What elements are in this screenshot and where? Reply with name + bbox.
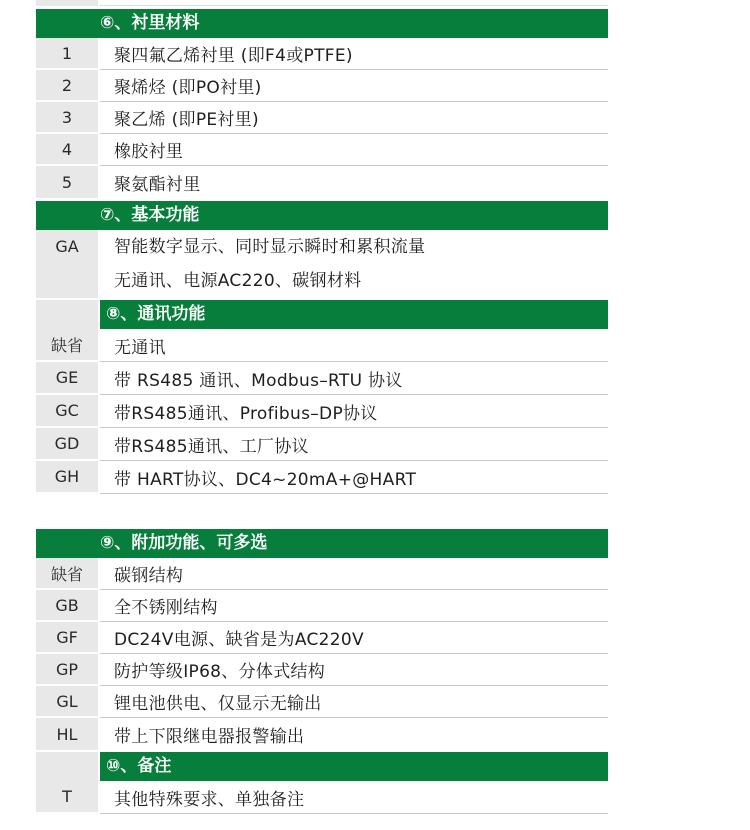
row-text: 锂电池供电、仅显示无输出: [100, 686, 608, 718]
row-code: 4: [36, 134, 98, 166]
section-header-communication: ⑧、通讯功能: [100, 300, 608, 329]
table-row: [36, 38, 608, 70]
table-row: [36, 781, 608, 814]
table-row: [36, 686, 608, 718]
row-text: 其他特殊要求、单独备注: [100, 781, 608, 814]
section-header-additional-functions: ⑨、附加功能、可多选: [36, 529, 608, 558]
table-row: [36, 558, 608, 590]
row-code: HL: [36, 718, 98, 750]
code-column-filler: [36, 752, 98, 781]
row-text: 带RS485通讯、Profibus–DP协议: [100, 395, 608, 428]
row-text-line2: 无通讯、电源AC220、碳钢材料: [114, 271, 362, 291]
cropped-row-remnant: [36, 0, 608, 6]
row-code: GC: [36, 395, 98, 428]
row-code: GE: [36, 362, 98, 395]
row-text: [100, 230, 608, 298]
code-column-stub: [36, 0, 98, 6]
table-row: [36, 718, 608, 750]
row-text: 带RS485通讯、工厂协议: [100, 428, 608, 461]
table-row: [36, 230, 608, 298]
row-code: GB: [36, 590, 98, 622]
section-header-basic-functions: ⑦、基本功能: [36, 201, 608, 230]
section-header-remarks: ⑩、备注: [100, 752, 608, 781]
row-text: 防护等级IP68、分体式结构: [100, 654, 608, 686]
section-spacer: [36, 494, 608, 526]
table-row: [36, 428, 608, 461]
row-code: T: [36, 781, 98, 814]
row-text: 无通讯: [100, 329, 608, 362]
row-code: GL: [36, 686, 98, 718]
spec-table: [36, 0, 608, 814]
row-text: 碳钢结构: [100, 558, 608, 590]
table-row: [36, 134, 608, 166]
row-code: 缺省: [36, 329, 98, 362]
row-text: 聚烯烃 (即PO衬里): [100, 70, 608, 102]
row-code: GP: [36, 654, 98, 686]
row-text: DC24V电源、缺省是为AC220V: [100, 622, 608, 654]
table-row: [36, 166, 608, 198]
row-text: 带 RS485 通讯、Modbus–RTU 协议: [100, 362, 608, 395]
row-text: 聚四氟乙烯衬里 (即F4或PTFE): [100, 38, 608, 70]
row-code: 3: [36, 102, 98, 134]
section-header-row: [36, 300, 608, 329]
row-code: 2: [36, 70, 98, 102]
table-row: [36, 102, 608, 134]
row-code: 缺省: [36, 558, 98, 590]
section-header-row: [36, 752, 608, 781]
row-code: GD: [36, 428, 98, 461]
row-text: 带 HART协议、DC4~20mA+@HART: [100, 461, 608, 494]
table-row: [36, 70, 608, 102]
row-text-line1: 智能数字显示、同时显示瞬时和累积流量: [114, 237, 426, 257]
row-code: GH: [36, 461, 98, 494]
row-code: GA: [36, 230, 98, 298]
divider-stub: [100, 0, 608, 6]
table-row: [36, 362, 608, 395]
row-text: 全不锈刚结构: [100, 590, 608, 622]
section-header-lining-material: ⑥、衬里材料: [36, 9, 608, 38]
code-column-filler: [36, 300, 98, 329]
table-row: [36, 654, 608, 686]
row-code: 5: [36, 166, 98, 198]
row-text: 橡胶衬里: [100, 134, 608, 166]
row-text: 带上下限继电器报警输出: [114, 726, 305, 747]
table-row: [36, 590, 608, 622]
row-text: 聚氨酯衬里: [114, 174, 201, 195]
row-text: 聚乙烯 (即PE衬里): [100, 102, 608, 134]
table-row: [36, 461, 608, 494]
table-row: [36, 622, 608, 654]
table-row: [36, 329, 608, 362]
row-code: 1: [36, 38, 98, 70]
row-code: GF: [36, 622, 98, 654]
table-row: [36, 395, 608, 428]
